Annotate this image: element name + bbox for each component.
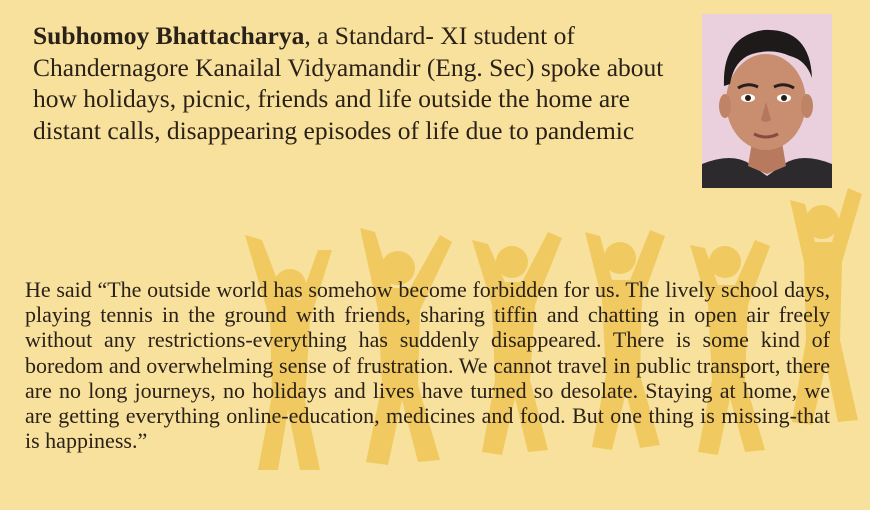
quote-paragraph: He said “The outside world has somehow become forbidden for us. The lively school days, playing tennis in the ground with friends, sharing tiffin and chatting in open air freely without any restrictions-everything has suddenly disappeared. There is some kind of boredom and overwhelming sense of frustration. We cannot travel in public transport, there are no long journeys, no holidays and lives have turned so desolate. Staying at home, we are getting everything online-education, medicines and food. But one thing is missing-that is happiness.” xyxy=(25,277,830,454)
intro-paragraph xyxy=(33,20,693,146)
intro-text: , a Standard- XI student of Chandernagore Kanailal Vidyamandir (Eng. Sec) spoke about how holidays, picnic, friends and life outside the home are distant calls, disappearing episodes of life due to pandemic xyxy=(33,21,664,145)
student-portrait-photo xyxy=(702,14,832,188)
student-name: Subhomoy Bhattacharya xyxy=(33,21,305,50)
